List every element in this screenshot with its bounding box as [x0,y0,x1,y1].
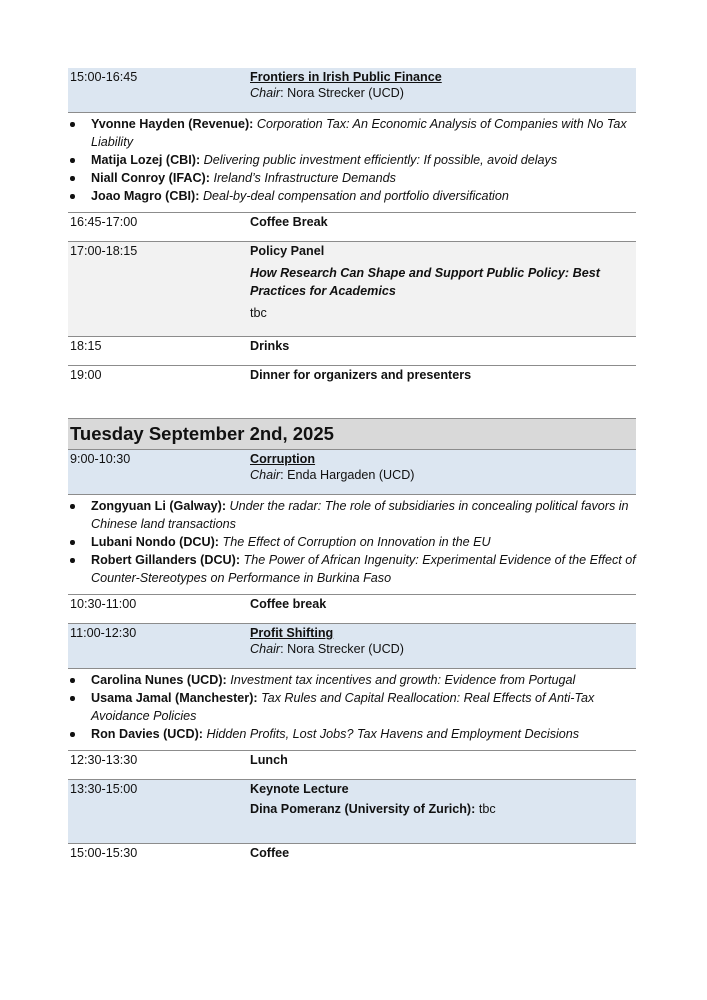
talk-list [68,113,636,213]
talk-item: Lubani Nondo (DCU): The Effect of Corruption on Innovation in the EU [68,533,636,551]
session-time: 11:00-12:30 [70,626,137,640]
schedule-row [68,337,636,366]
session-title: Profit Shifting [250,626,334,640]
talk-item: Yvonne Hayden (Revenue): Corporation Tax: An Economic Analysis of Companies with No Tax Liability [68,115,636,151]
row-time: 15:00-15:30 [70,846,138,860]
day-heading: Tuesday September 2nd, 2025 [68,418,636,450]
row-time: 17:00-18:15 [70,244,138,258]
row-title: Coffee break [250,597,327,611]
row-time: 19:00 [70,368,102,382]
talk-item: Ron Davies (UCD): Hidden Profits, Lost Jobs? Tax Havens and Employment Decisions [68,725,636,743]
panel-note: tbc [250,306,267,320]
session-content [250,624,636,668]
schedule-row [68,751,636,780]
talk-item: Usama Jamal (Manchester): Tax Rules and Capital Reallocation: Real Effects of Anti-Tax Avoidance Policies [68,689,636,725]
session-row [68,68,636,113]
session-time: 9:00-10:30 [70,452,131,466]
session-title: Corruption [250,452,316,466]
row-title: Policy Panel [250,244,325,258]
row-title: Keynote Lecture [250,782,349,796]
talk-item: Robert Gillanders (DCU): The Power of African Ingenuity: Experimental Evidence of the Effect of Counter-Stereotypes on Performance in Burkina Faso [68,551,636,587]
row-title: Dinner for organizers and presenters [250,368,472,382]
talk-item: Joao Magro (CBI): Deal-by-deal compensation and portfolio diversification [68,187,636,205]
session-chair: Chair: Nora Strecker (UCD) [250,86,404,100]
session-chair: Chair: Nora Strecker (UCD) [250,642,404,656]
row-time: 10:30-11:00 [70,597,137,611]
row-time: 13:30-15:00 [70,782,138,796]
session-chair: Chair: Enda Hargaden (UCD) [250,468,415,482]
row-title: Lunch [250,753,288,767]
talk-item: Niall Conroy (IFAC): Ireland’s Infrastructure Demands [68,169,636,187]
row-title: Coffee Break [250,215,328,229]
panel-row [68,242,636,337]
talk-list [68,669,636,751]
session-content [250,450,636,494]
schedule-row [68,595,636,624]
schedule-row [68,366,636,395]
panel-subtitle: How Research Can Shape and Support Public Policy: Best Practices for Academics [250,266,600,298]
schedule-row [68,844,636,873]
row-time: 18:15 [70,339,102,353]
session-title: Frontiers in Irish Public Finance [250,70,442,84]
talk-item: Zongyuan Li (Galway): Under the radar: The role of subsidiaries in concealing political favors in Chinese land transactions [68,497,636,533]
session-row [68,450,636,495]
keynote-content [250,780,636,843]
schedule-page [68,68,636,873]
row-time: 12:30-13:30 [70,753,138,767]
talk-item: Matija Lozej (CBI): Delivering public investment efficiently: If possible, avoid delays [68,151,636,169]
session-row [68,624,636,669]
session-content [250,68,636,112]
keynote-speaker: Dina Pomeranz (University of Zurich): tbc [250,802,496,816]
schedule-row [68,213,636,242]
talk-list [68,495,636,595]
panel-content [250,242,636,336]
row-time: 16:45-17:00 [70,215,138,229]
session-time: 15:00-16:45 [70,70,138,84]
row-title: Coffee [250,846,290,860]
row-title: Drinks [250,339,290,353]
keynote-row [68,780,636,844]
talk-item: Carolina Nunes (UCD): Investment tax incentives and growth: Evidence from Portugal [68,671,636,689]
